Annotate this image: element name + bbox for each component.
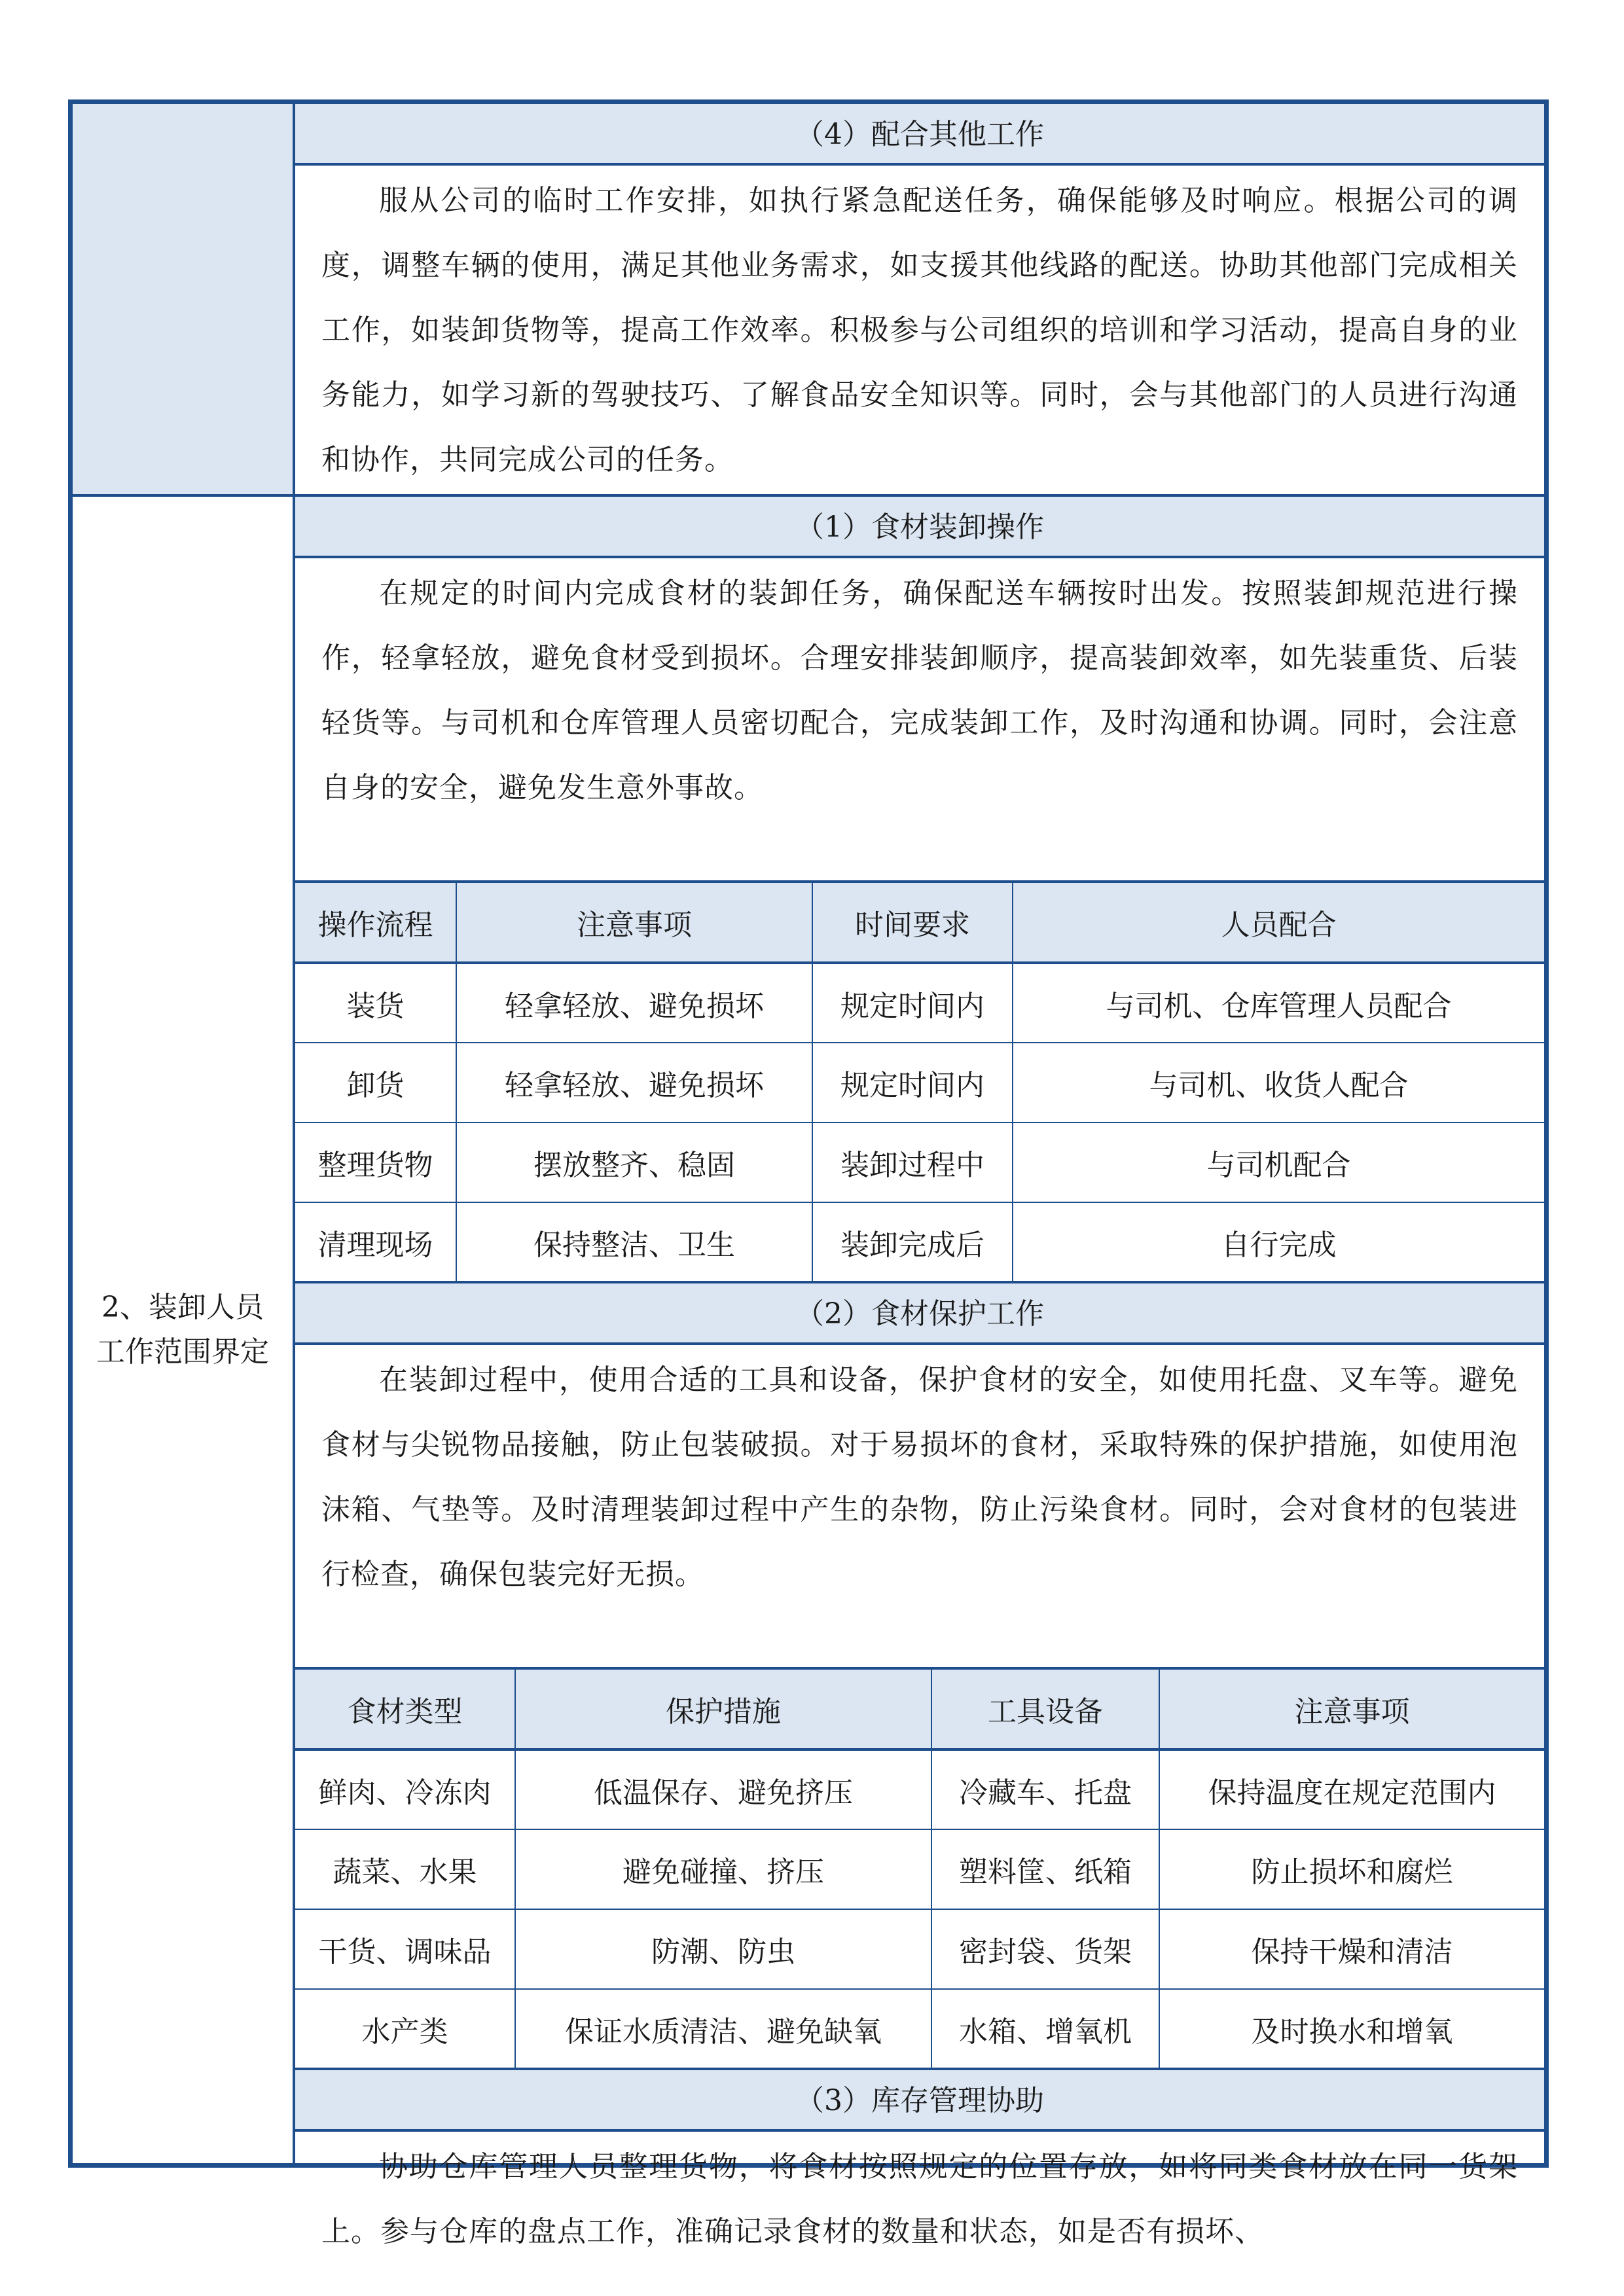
table-cell: 及时换水和增氧 bbox=[1159, 1989, 1544, 2069]
section2-left-cell: 2、装卸人员工作范围界定 bbox=[73, 497, 295, 2163]
table-cell: 水产类 bbox=[295, 1989, 515, 2069]
table-cell: 自行完成 bbox=[1013, 1202, 1544, 1282]
table-cell: 卸货 bbox=[295, 1043, 456, 1122]
table-cell: 清理现场 bbox=[295, 1202, 456, 1282]
table-header-cell: 人员配合 bbox=[1013, 883, 1544, 963]
table-header-row bbox=[295, 883, 1544, 963]
table-cell: 蔬菜、水果 bbox=[295, 1829, 515, 1909]
table-cell: 装货 bbox=[295, 963, 456, 1043]
document-frame bbox=[68, 99, 1549, 2248]
table-header-cell: 保护措施 bbox=[515, 1670, 931, 1749]
table-row bbox=[295, 1989, 1544, 2069]
table-cell: 保持温度在规定范围内 bbox=[1159, 1749, 1544, 1829]
section1-paragraph: 服从公司的临时工作安排，如执行紧急配送任务，确保能够及时响应。根据公司的调度，调整车辆的使用，满足其他业务需求，如支援其他线路的配送。协助其他部门完成相关工作，如装卸货物等，提高工作效率。积极参与公司组织的培训和学习活动，提高自身的业务能力，如学习新的驾驶技巧、了解食品安全知识等。同时，会与其他部门的人员进行沟通和协作，共同完成公司的任务。 bbox=[295, 166, 1544, 497]
table-header-cell: 工具设备 bbox=[931, 1670, 1159, 1749]
table-cell: 密封袋、货架 bbox=[931, 1909, 1159, 1989]
table-cell: 规定时间内 bbox=[812, 1043, 1013, 1122]
table-header-cell: 注意事项 bbox=[1159, 1670, 1544, 1749]
table-header-cell: 注意事项 bbox=[456, 883, 812, 963]
table-header-row bbox=[295, 1670, 1544, 1749]
table-cell: 干货、调味品 bbox=[295, 1909, 515, 1989]
table-cell: 保持整洁、卫生 bbox=[456, 1202, 812, 1282]
table-cell: 整理货物 bbox=[295, 1122, 456, 1202]
table-cell: 与司机、仓库管理人员配合 bbox=[1013, 963, 1544, 1043]
sub2-heading: （2）食材保护工作 bbox=[295, 1283, 1544, 1345]
table-cell: 与司机、收货人配合 bbox=[1013, 1043, 1544, 1122]
table-cell: 防潮、防虫 bbox=[515, 1909, 931, 1989]
sub3-heading: （3）库存管理协助 bbox=[295, 2070, 1544, 2132]
table-cell: 摆放整齐、稳固 bbox=[456, 1122, 812, 1202]
left-label-column bbox=[73, 104, 295, 2163]
food-protection-table bbox=[295, 1670, 1544, 2070]
table-cell: 规定时间内 bbox=[812, 963, 1013, 1043]
table-row bbox=[295, 1122, 1544, 1202]
table-cell: 轻拿轻放、避免损坏 bbox=[456, 963, 812, 1043]
table-cell: 塑料筐、纸箱 bbox=[931, 1829, 1159, 1909]
table-header-cell: 食材类型 bbox=[295, 1670, 515, 1749]
table-row bbox=[295, 1829, 1544, 1909]
table-row bbox=[295, 1043, 1544, 1122]
table-cell: 鲜肉、冷冻肉 bbox=[295, 1749, 515, 1829]
table-row bbox=[295, 963, 1544, 1043]
sub1-heading: （1）食材装卸操作 bbox=[295, 497, 1544, 558]
table-cell: 低温保存、避免挤压 bbox=[515, 1749, 931, 1829]
table-cell: 轻拿轻放、避免损坏 bbox=[456, 1043, 812, 1122]
content-column bbox=[295, 104, 1544, 2248]
loading-operation-table bbox=[295, 883, 1544, 1283]
table-cell: 保证水质清洁、避免缺氧 bbox=[515, 1989, 931, 2069]
sub2-paragraph: 在装卸过程中，使用合适的工具和设备，保护食材的安全，如使用托盘、叉车等。避免食材与尖锐物品接触，防止包装破损。对于易损坏的食材，采取特殊的保护措施，如使用泡沫箱、气垫等。及时清理装卸过程中产生的杂物，防止污染食材。同时，会对食材的包装进行检查，确保包装完好无损。 bbox=[295, 1345, 1544, 1670]
section1-heading: （4）配合其他工作 bbox=[295, 104, 1544, 166]
table-cell: 水箱、增氧机 bbox=[931, 1989, 1159, 2069]
table-cell: 装卸过程中 bbox=[812, 1122, 1013, 1202]
table-cell: 与司机配合 bbox=[1013, 1122, 1544, 1202]
table-cell: 避免碰撞、挤压 bbox=[515, 1829, 931, 1909]
table-cell: 冷藏车、托盘 bbox=[931, 1749, 1159, 1829]
table-cell: 防止损坏和腐烂 bbox=[1159, 1829, 1544, 1909]
table-cell: 装卸完成后 bbox=[812, 1202, 1013, 1282]
table-row bbox=[295, 1202, 1544, 1282]
table-header-cell: 操作流程 bbox=[295, 883, 456, 963]
sub1-paragraph: 在规定的时间内完成食材的装卸任务，确保配送车辆按时出发。按照装卸规范进行操作，轻拿轻放，避免食材受到损坏。合理安排装卸顺序，提高装卸效率，如先装重货、后装轻货等。与司机和仓库管理人员密切配合，完成装卸工作，及时沟通和协调。同时，会注意自身的安全，避免发生意外事故。 bbox=[295, 558, 1544, 883]
sub3-paragraph: 协助仓库管理人员整理货物，将食材按照规定的位置存放，如将同类食材放在同一货架上。参与仓库的盘点工作，准确记录食材的数量和状态，如是否有损坏、 bbox=[321, 2150, 1518, 2248]
table-row bbox=[295, 1909, 1544, 1989]
section1-left-cell bbox=[73, 104, 295, 497]
table-cell: 保持干燥和清洁 bbox=[1159, 1909, 1544, 1989]
table-row bbox=[295, 1749, 1544, 1829]
table-header-cell: 时间要求 bbox=[812, 883, 1013, 963]
